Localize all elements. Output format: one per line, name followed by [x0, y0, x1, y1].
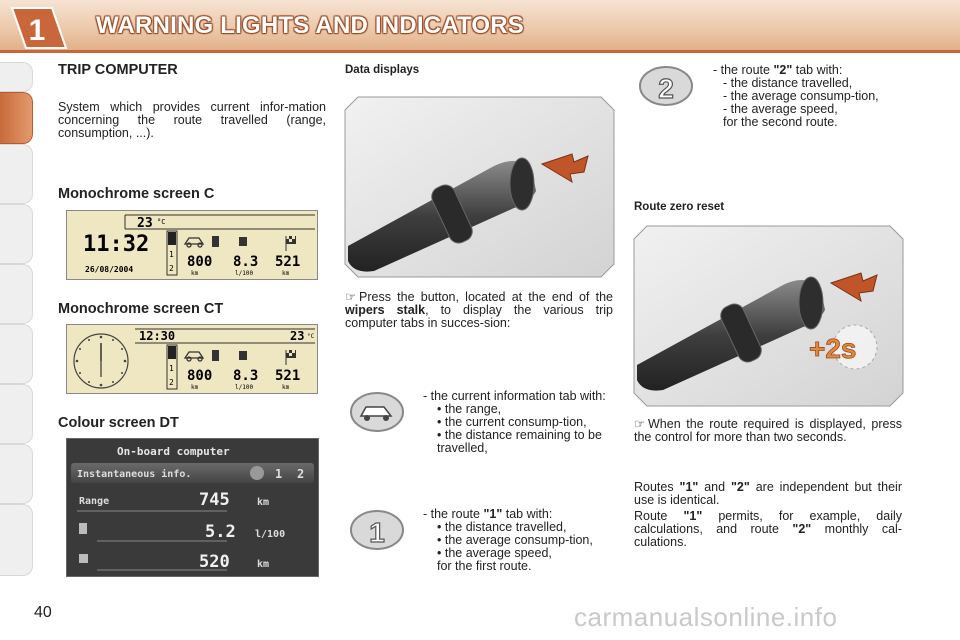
- route1-tail: for the first route.: [437, 559, 532, 573]
- route2-item-1: - the average consump-tion,: [723, 89, 879, 103]
- mono-c-v3: 521: [275, 254, 301, 270]
- mono-ct-temp: 23: [290, 329, 305, 343]
- trip-computer-heading: TRIP COMPUTER: [58, 62, 178, 78]
- mono-ct-heading: Monochrome screen CT: [58, 301, 224, 317]
- mono-ct-u1: km: [191, 384, 199, 391]
- mono-ct-v1: 800: [187, 368, 213, 384]
- colour-r3-unit: km: [257, 559, 270, 570]
- finish-flag-icon: [286, 236, 296, 251]
- fuel-level-icon-ct: [239, 351, 247, 360]
- press-button-text: ☞ Press the button, located at the end of the wipers stalk, to display the various trip computer tabs in succes-sion:: [345, 290, 613, 330]
- colour-r1-value: 745: [199, 490, 230, 510]
- route-zero-reset-heading: Route zero reset: [634, 201, 725, 213]
- pointing-hand-icon: ☞: [345, 290, 357, 304]
- chapter-tab-0[interactable]: [0, 62, 33, 92]
- mono-c-deg: °C: [157, 218, 166, 226]
- current-tab-item-0: • the range,: [437, 402, 502, 416]
- chapter-tab-1[interactable]: [0, 92, 33, 144]
- current-tab-lead: - the current information tab with:: [423, 389, 606, 403]
- mono-ct-u3: km: [282, 384, 290, 391]
- route-one-icon: [348, 508, 406, 552]
- current-tab-item-1: • the current consump-tion,: [437, 415, 587, 429]
- colour-screen: [66, 438, 319, 577]
- trip-computer-intro: System which provides current infor-mation concerning the route travelled (range, consumption, ...).: [58, 100, 326, 140]
- routes-independent-text: Routes "1" and "2" are independent but their use is identical.: [634, 480, 902, 507]
- svg-text:1: 1: [169, 250, 174, 259]
- wiper-stalk-reset-image: [633, 225, 904, 407]
- svg-text:2: 2: [658, 73, 674, 104]
- page-title: WARNING LIGHTS AND INDICATORS: [96, 12, 525, 39]
- chapter-tab-5[interactable]: [0, 324, 33, 384]
- chapter-tab-6[interactable]: [0, 384, 33, 444]
- chapter-tab-2[interactable]: [0, 144, 33, 204]
- colour-tab2: 2: [297, 467, 305, 481]
- route2-item-2: - the average speed,: [723, 102, 838, 116]
- mono-c-date: 26/08/2004: [85, 265, 134, 274]
- colour-row0: Instantaneous info.: [77, 469, 192, 480]
- route-two-icon: [637, 64, 695, 108]
- mono-ct-screen: [66, 324, 318, 394]
- mono-c-u3: km: [282, 270, 290, 277]
- mono-c-clock: 11:32: [83, 232, 150, 257]
- colour-r1-label: Range: [79, 496, 110, 507]
- mono-ct-clock: 12:30: [139, 329, 176, 343]
- mono-c-u1: km: [191, 270, 199, 277]
- colour-heading: Colour screen DT: [58, 415, 179, 431]
- route-calculations-text: Route "1" permits, for example, daily calculations, and route "2" monthly cal-culations.: [634, 509, 902, 549]
- svg-text:1: 1: [369, 517, 385, 548]
- data-displays-heading: Data displays: [345, 64, 420, 76]
- mono-c-v2: 8.3: [233, 254, 259, 270]
- svg-text:2: 2: [169, 264, 174, 273]
- colour-r2-unit: l/100: [255, 529, 286, 540]
- mono-c-heading: Monochrome screen C: [58, 186, 215, 202]
- chapter-tab-8[interactable]: [0, 504, 33, 576]
- colour-tab1: 1: [275, 467, 283, 481]
- current-tab-item-2: • the distance remaining to be travelled,: [437, 428, 602, 455]
- car-button-icon: [348, 390, 406, 434]
- mono-ct-u2: l/100: [235, 384, 254, 391]
- colour-header: On-board computer: [117, 445, 230, 458]
- mono-c-u2: l/100: [235, 270, 254, 277]
- chapter-tab-3[interactable]: [0, 204, 33, 264]
- fuel-consumption-icon: [79, 523, 87, 534]
- colour-r3-value: 520: [199, 552, 230, 572]
- route-tab-icon: [250, 466, 264, 480]
- route1-item-1: • the average consump-tion,: [437, 533, 593, 547]
- mono-c-v1: 800: [187, 254, 213, 270]
- route2-item-0: - the distance travelled,: [723, 76, 853, 90]
- plus-2s-label: +2s: [809, 333, 857, 364]
- chapter-badge: [8, 4, 70, 52]
- route1-lead: - the route "1" tab with:: [423, 507, 553, 521]
- header-rule: [0, 50, 960, 53]
- fuel-pump-icon-ct: [212, 350, 219, 361]
- chapter-number: 1: [28, 14, 46, 47]
- route1-item-0: • the distance travelled,: [437, 520, 567, 534]
- fuel-pump-icon: [212, 236, 219, 247]
- mono-ct-deg: °C: [307, 333, 315, 340]
- chapter-tab-4[interactable]: [0, 264, 33, 324]
- finish-flag-icon-ct: [286, 350, 296, 365]
- route1-block: [423, 508, 617, 573]
- route2-tail: for the second route.: [723, 115, 838, 129]
- colour-r2-value: 5.2: [205, 522, 236, 542]
- route1-item-2: • the average speed,: [437, 546, 552, 560]
- current-tab-block: [423, 390, 617, 455]
- wiper-stalk-image: [344, 96, 615, 278]
- chapter-tab-7[interactable]: [0, 444, 33, 504]
- watermark: carmanualsonline.info: [574, 602, 838, 632]
- pointing-hand-icon-2: ☞: [634, 417, 646, 431]
- flag-icon: [79, 554, 88, 563]
- fuel-level-icon: [239, 237, 247, 246]
- route2-block: [713, 64, 907, 129]
- mono-ct-v3: 521: [275, 368, 301, 384]
- page-number: 40: [34, 604, 52, 621]
- route2-lead: - the route "2" tab with:: [713, 63, 843, 77]
- when-displayed-text: ☞ When the route required is displayed, press the control for more than two seconds.: [634, 417, 902, 444]
- svg-text:1: 1: [169, 364, 174, 373]
- svg-text:2: 2: [169, 378, 174, 387]
- car-distance-icon-ct: [185, 352, 203, 361]
- mono-c-screen: [66, 210, 318, 280]
- mono-ct-v2: 8.3: [233, 368, 259, 384]
- car-distance-icon: [185, 238, 203, 247]
- colour-r1-unit: km: [257, 497, 270, 508]
- mono-c-temp: 23: [137, 216, 153, 231]
